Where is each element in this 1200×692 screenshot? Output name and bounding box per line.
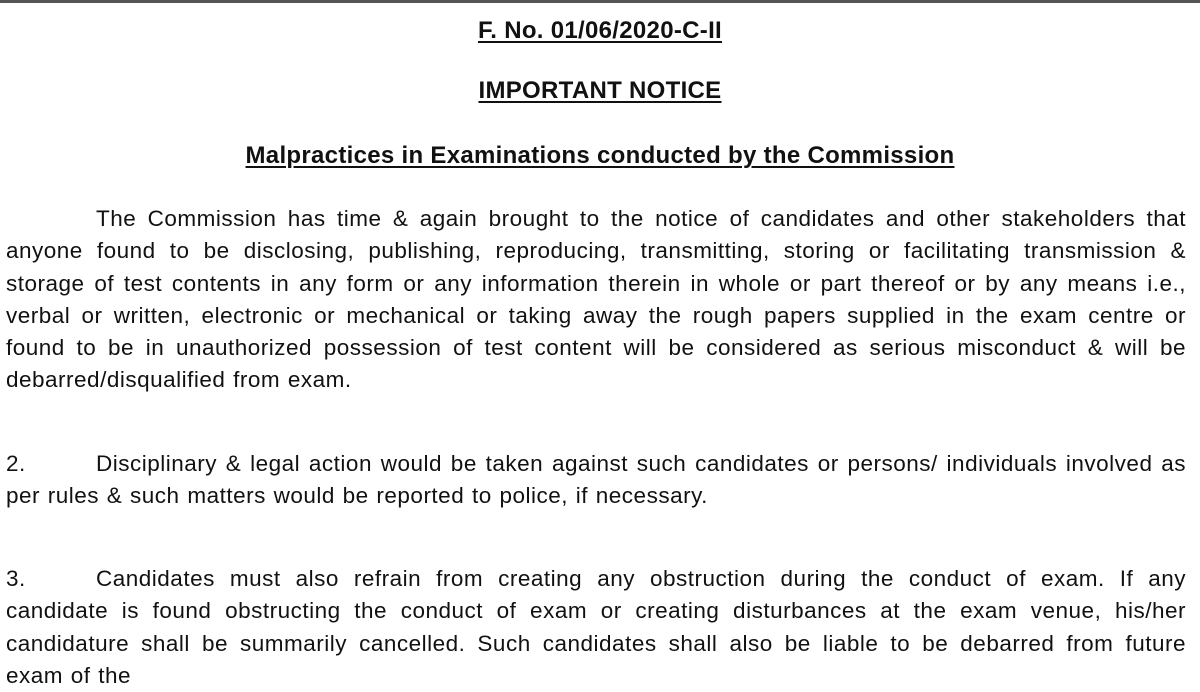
top-border-line [0, 0, 1200, 3]
paragraph-1-text: The Commission has time & again brought to the notice of candidates and other stakeholders that anyone found to be disclosing, publishing, reproducing, transmitting, storing or facilitating transmission & storage of test contents in any form or any information therein in whole or part thereof or by any means i.e., verbal or written, electronic or mechanical or taking away the rough papers supplied in the exam centre or found to be in unauthorized possession of test content will be considered as serious misconduct & will be debarred/disqualified from exam. [6, 206, 1186, 393]
paragraph-2 [6, 448, 1186, 513]
subject-heading [0, 142, 1200, 170]
paragraph-3-text: Candidates must also refrain from creating any obstruction during the conduct of exam. If any candidate is found obstructing the conduct of exam or creating disturbances at the exam venue, his/her candidature shall be summarily cancelled. Such candidates shall also be liable to be debarred from future exam of the [6, 566, 1186, 688]
notice-subject: Malpractices in Examinations conducted by the Commission [245, 142, 955, 169]
paragraph-2-text: Disciplinary & legal action would be taken against such candidates or persons/ individuals involved as per rules & such matters would be reported to police, if necessary. [6, 451, 1186, 509]
paragraph-2-number: 2. [6, 451, 26, 476]
notice-title: IMPORTANT NOTICE [478, 77, 722, 104]
file-number-heading [0, 17, 1200, 45]
paragraph-3-number: 3. [6, 566, 26, 591]
paragraph-1 [6, 203, 1186, 397]
file-number: F. No. 01/06/2020-C-II [477, 17, 723, 44]
notice-title-heading [0, 77, 1200, 105]
paragraph-3 [6, 563, 1186, 692]
